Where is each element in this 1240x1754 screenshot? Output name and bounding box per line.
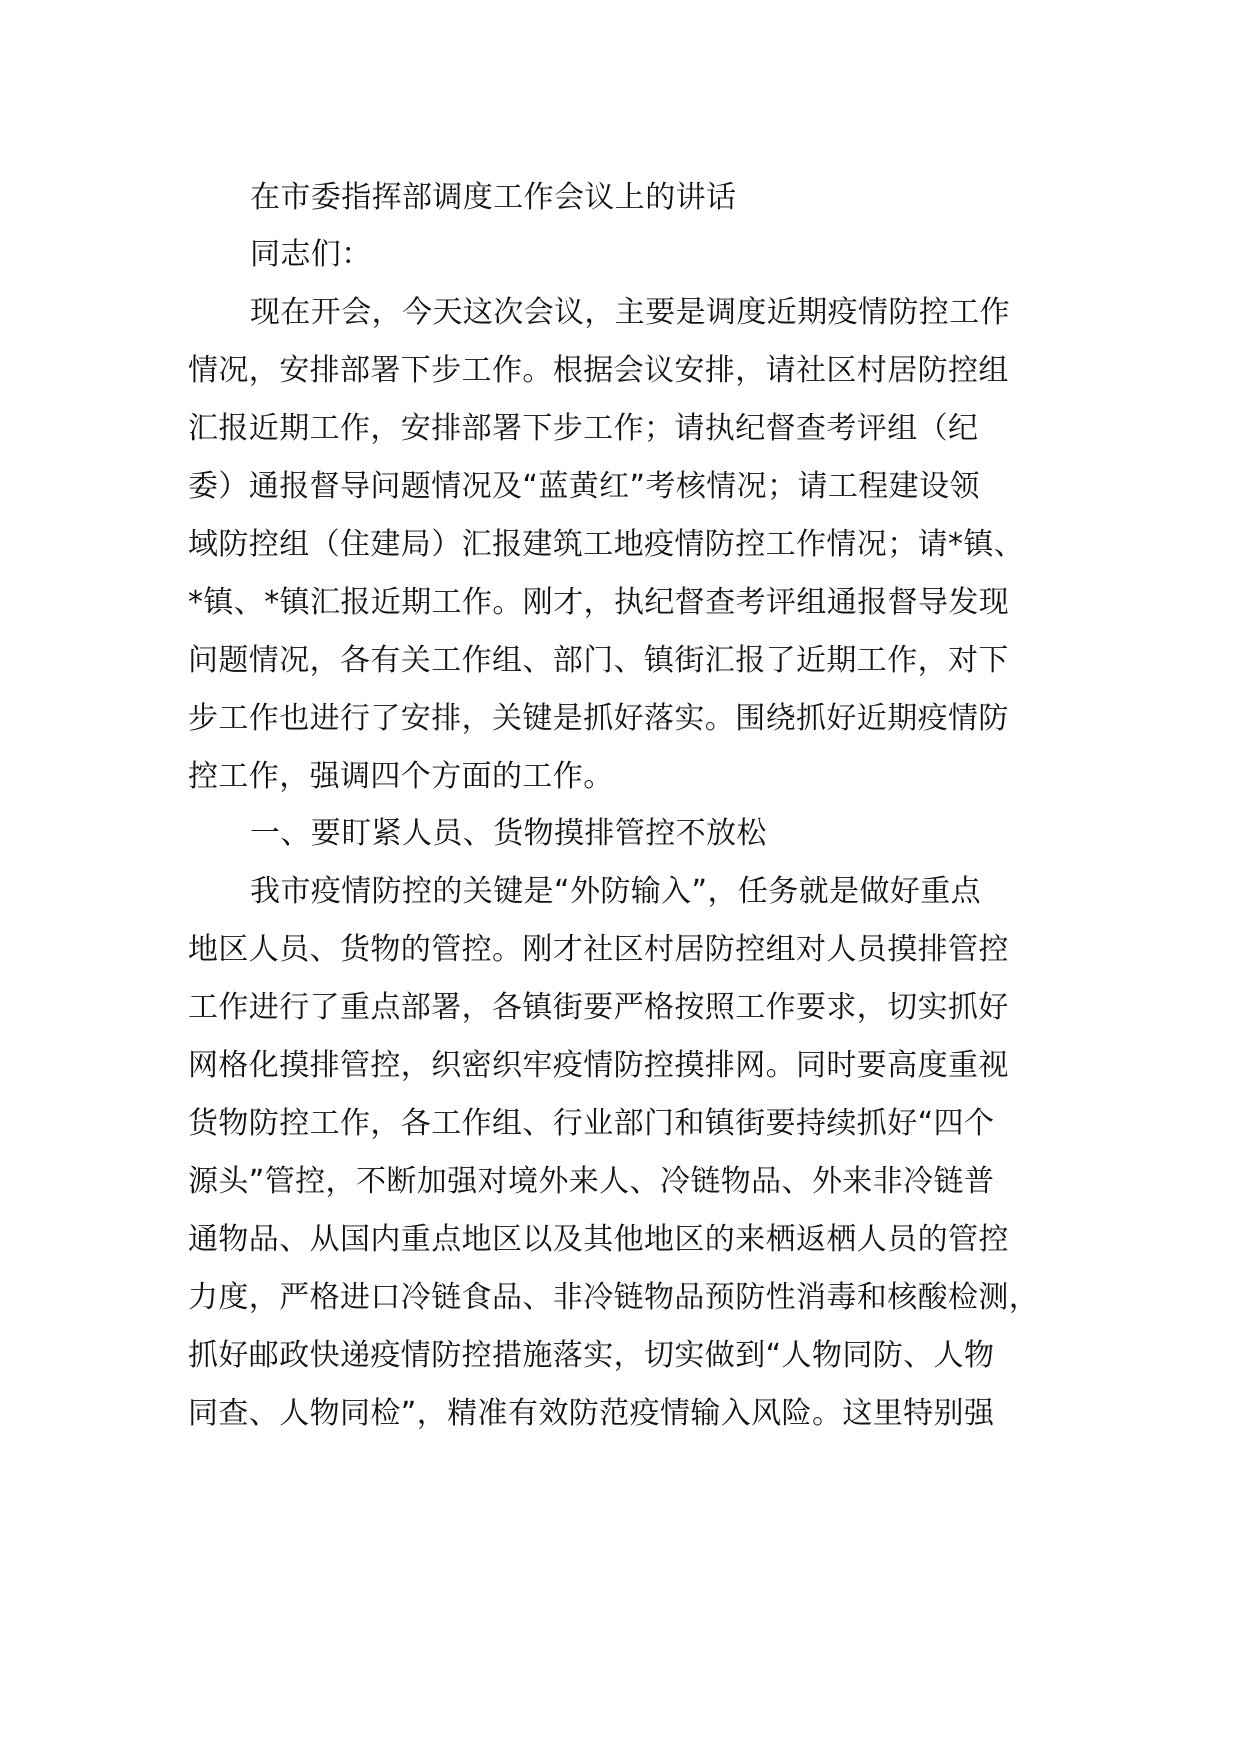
- paragraph-line: 货物防控工作，各工作组、行业部门和镇街要持续抓好“四个: [188, 1106, 995, 1141]
- paragraph-line: 网格化摸排管控，织密织牢疫情防控摸排网。同时要高度重视: [188, 1048, 1009, 1083]
- paragraph-line: 地区人员、货物的管控。刚才社区村居防控组对人员摸排管控: [188, 932, 1009, 967]
- paragraph-line: 步工作也进行了安排，关键是抓好落实。围绕抓好近期疫情防: [188, 701, 1009, 736]
- paragraph-line: 问题情况，各有关工作组、部门、镇街汇报了近期工作，对下: [188, 643, 1009, 678]
- salutation: 同志们：: [250, 237, 372, 272]
- paragraph-line: 控工作，强调四个方面的工作。: [188, 759, 614, 794]
- paragraph-line: 域防控组（住建局）汇报建筑工地疫情防控工作情况；请*镇、: [188, 527, 1025, 562]
- paragraph-line: 汇报近期工作，安排部署下步工作；请执纪督查考评组（纪: [188, 411, 979, 446]
- paragraph-line: 现在开会，今天这次会议，主要是调度近期疫情防控工作: [250, 295, 1010, 330]
- paragraph-line: *镇、*镇汇报近期工作。刚才，执纪督查考评组通报督导发现: [188, 585, 1010, 620]
- section-heading: 一、要盯紧人员、货物摸排管控不放松: [250, 816, 767, 851]
- paragraph-line: 情况，安排部署下步工作。根据会议安排，请社区村居防控组: [188, 353, 1009, 388]
- paragraph-line: 通物品、从国内重点地区以及其他地区的来栖返栖人员的管控: [188, 1222, 1009, 1257]
- document-title: 在市委指挥部调度工作会议上的讲话: [250, 180, 737, 215]
- paragraph-line: 我市疫情防控的关键是“外防输入”，任务就是做好重点: [250, 874, 982, 909]
- paragraph-line: 同查、人物同检”，精准有效防范疫情输入风险。这里特别强: [188, 1396, 995, 1431]
- paragraph-line: 工作进行了重点部署，各镇街要严格按照工作要求，切实抓好: [188, 990, 1009, 1025]
- paragraph-line: 力度，严格进口冷链食品、非冷链物品预防性消毒和核酸检测，: [188, 1280, 1040, 1315]
- paragraph-line: 源头”管控，不断加强对境外来人、冷链物品、外来非冷链普: [188, 1164, 995, 1199]
- paragraph-line: 委）通报督导问题情况及“蓝黄红”考核情况；请工程建设领: [188, 469, 980, 504]
- paragraph-line: 抓好邮政快递疫情防控措施落实，切实做到“人物同防、人物: [188, 1338, 995, 1373]
